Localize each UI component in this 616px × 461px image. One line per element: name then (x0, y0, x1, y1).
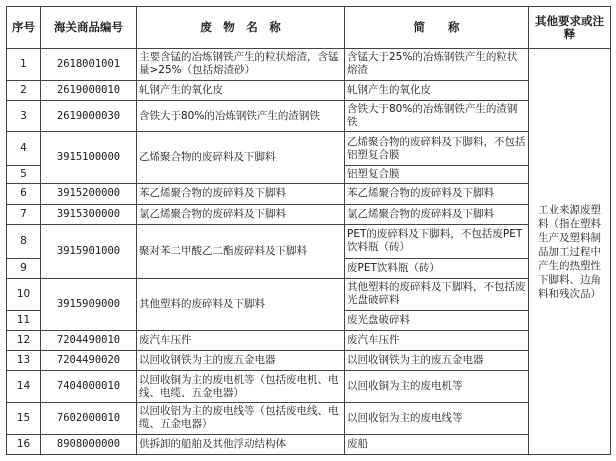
waste-table (6, 6, 611, 455)
row-code: 7404000010 (41, 371, 137, 403)
header-short: 简 称 (345, 7, 529, 49)
row-no: 8 (7, 224, 41, 258)
row-no: 4 (7, 132, 41, 166)
table-row (7, 132, 611, 166)
row-short: 轧钢产生的氧化皮 (345, 80, 529, 100)
row-name: 主要含锰的冶炼钢铁产生的粒状熔渣，含锰量>25%（包括熔渣砂） (137, 49, 345, 81)
row-code: 3915901000 (41, 224, 137, 278)
row-short: 氯乙烯聚合物的废碎料及下脚料 (345, 204, 529, 224)
row-short: 废船 (345, 434, 529, 454)
row-code: 2619000010 (41, 80, 137, 100)
row-no: 14 (7, 371, 41, 403)
row-no: 5 (7, 166, 41, 184)
row-short: 铝塑复合膜 (345, 166, 529, 184)
row-name: 废汽车压件 (137, 330, 345, 350)
table-row (7, 204, 611, 224)
row-code: 7204490010 (41, 330, 137, 350)
table-row (7, 403, 611, 435)
row-short: 苯乙烯聚合物的废碎料及下脚料 (345, 184, 529, 204)
table-row (7, 184, 611, 204)
row-no: 1 (7, 49, 41, 81)
row-name: 聚对苯二甲酸乙二酯废碎料及下脚料 (137, 224, 345, 278)
row-code: 7204490020 (41, 351, 137, 371)
row-name: 含铁大于80%的冶炼钢铁产生的渣钢铁 (137, 100, 345, 132)
row-code: 3915200000 (41, 184, 137, 204)
row-no: 12 (7, 330, 41, 350)
row-code: 7602000010 (41, 403, 137, 435)
header-note: 其他要求或注释 (529, 7, 611, 49)
row-no: 6 (7, 184, 41, 204)
row-short: 以回收铜为主的废电机等 (345, 371, 529, 403)
row-short: 以回收铝为主的废电线等 (345, 403, 529, 435)
row-name: 以回收铝为主的废电线等（包括废电线、电缆、五金电器） (137, 403, 345, 435)
header-row (7, 7, 611, 49)
table-row (7, 371, 611, 403)
header-no: 序号 (7, 7, 41, 49)
row-name: 其他塑料的废碎料及下脚料 (137, 279, 345, 331)
row-no: 11 (7, 310, 41, 330)
table-row (7, 279, 611, 311)
header-code: 海关商品编号 (41, 7, 137, 49)
row-no: 16 (7, 434, 41, 454)
note-cell: 工业来源废塑料（指在塑料生产及塑料制品加工过程中产生的热塑性下脚料、边角料和残次品） (529, 49, 611, 455)
row-name: 供拆卸的船舶及其他浮动结构体 (137, 434, 345, 454)
row-name: 轧钢产生的氧化皮 (137, 80, 345, 100)
row-short: PET的废碎料及下脚料，不包括废PET饮料瓶（砖） (345, 224, 529, 258)
row-name: 以回收钢铁为主的废五金电器 (137, 351, 345, 371)
table-row (7, 224, 611, 258)
row-no: 15 (7, 403, 41, 435)
row-name: 以回收铜为主的废电机等（包括废电机、电线、电缆、五金电器） (137, 371, 345, 403)
row-short: 废汽车压件 (345, 330, 529, 350)
row-short: 废PET饮料瓶（砖） (345, 258, 529, 278)
row-no: 9 (7, 258, 41, 278)
table-row (7, 330, 611, 350)
row-code: 2619000030 (41, 100, 137, 132)
table-row (7, 80, 611, 100)
row-name: 氯乙烯聚合物的废碎料及下脚料 (137, 204, 345, 224)
row-no: 2 (7, 80, 41, 100)
row-short: 以回收钢铁为主的废五金电器 (345, 351, 529, 371)
row-code: 8908000000 (41, 434, 137, 454)
row-code: 2618001001 (41, 49, 137, 81)
row-no: 10 (7, 279, 41, 311)
row-code: 3915300000 (41, 204, 137, 224)
row-short: 废光盘破碎料 (345, 310, 529, 330)
row-short: 含锰大于25%的冶炼钢铁产生的粒状熔渣 (345, 49, 529, 81)
header-name: 废 物 名 称 (137, 7, 345, 49)
row-name: 苯乙烯聚合物的废碎料及下脚料 (137, 184, 345, 204)
row-code: 3915909000 (41, 279, 137, 331)
row-code: 3915100000 (41, 132, 137, 184)
table-row (7, 49, 611, 81)
row-no: 13 (7, 351, 41, 371)
table-row (7, 351, 611, 371)
row-no: 3 (7, 100, 41, 132)
row-name: 乙烯聚合物的废碎料及下脚料 (137, 132, 345, 184)
row-short: 含铁大于80%的冶炼钢铁产生的渣钢铁 (345, 100, 529, 132)
table-row (7, 434, 611, 454)
table-row (7, 100, 611, 132)
row-short: 乙烯聚合物的废碎料及下脚料，不包括铝塑复合膜 (345, 132, 529, 166)
row-short: 其他塑料的废碎料及下脚料，不包括废光盘破碎料 (345, 279, 529, 311)
row-no: 7 (7, 204, 41, 224)
